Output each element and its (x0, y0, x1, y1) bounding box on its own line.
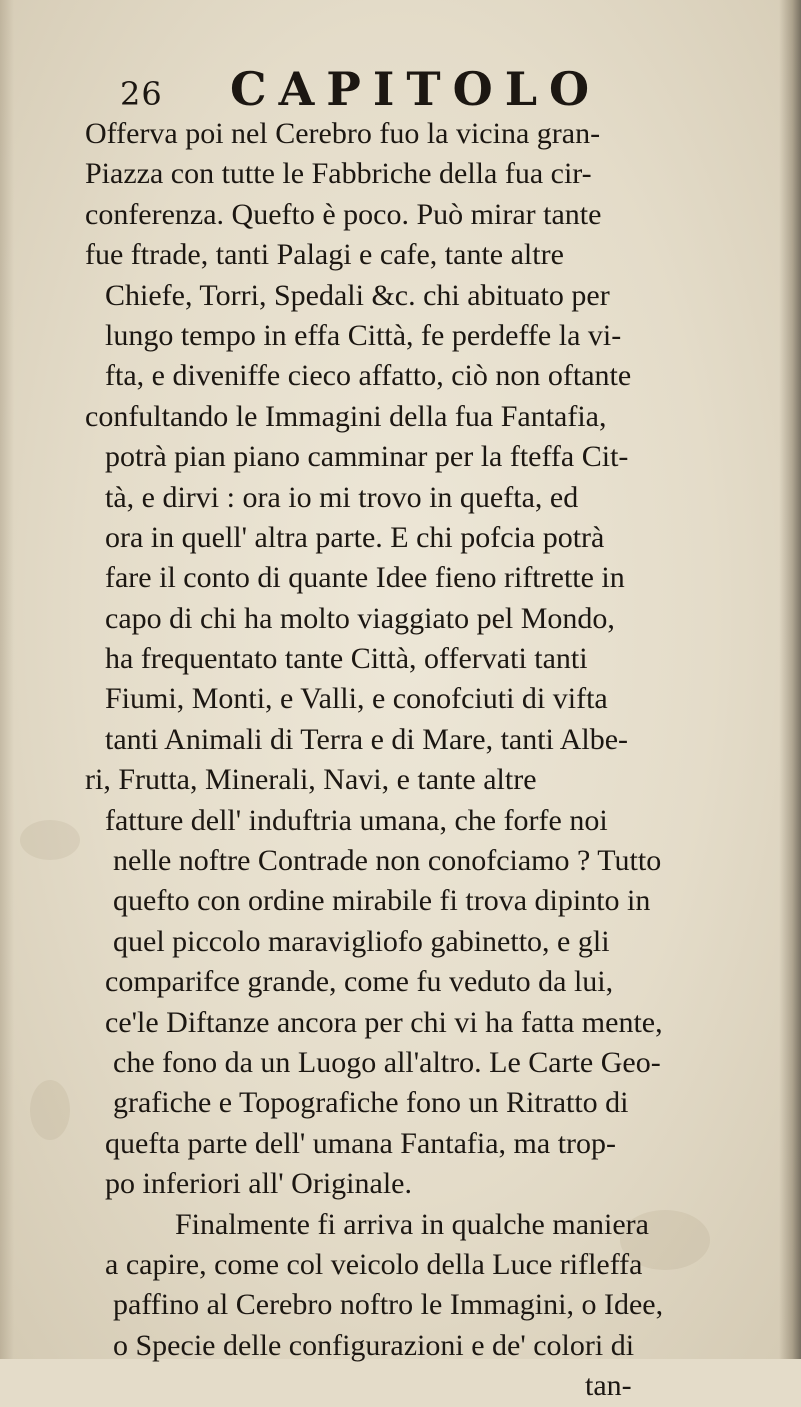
text-line: fta, e diveniffe cieco affatto, ciò non oftante (105, 359, 632, 393)
text-line: comparifce grande, come fu veduto da lui, (105, 965, 614, 999)
text-line: tanti Animali di Terra e di Mare, tanti Albe- (105, 722, 629, 756)
page-right-shadow (779, 0, 801, 1359)
text-line: ha frequentato tante Città, offervati tanti (105, 642, 588, 676)
paper-stain (20, 820, 80, 860)
text-line: quefto con ordine mirabile fi trova dipinto in (113, 884, 651, 918)
text-line: conferenza. Quefto è poco. Può mirar tante (85, 197, 602, 231)
text-line: potrà pian piano camminar per la fteffa Cit- (105, 440, 629, 474)
text-line: fatture dell' induftria umana, che forfe noi (105, 803, 608, 837)
catchword: tan- (585, 1369, 632, 1403)
text-line: Offerva poi nel Cerebro fuo la vicina gran- (85, 117, 601, 150)
text-line: ce'le Diftanze ancora per chi vi ha fatta mente, (105, 1005, 663, 1039)
text-line: lungo tempo in effa Città, fe perdeffe la vi- (105, 318, 622, 352)
text-line: o Specie delle configurazioni e de' colori di (113, 1328, 635, 1362)
text-line: a capire, come col veicolo della Luce rifleffa (105, 1247, 643, 1281)
text-line: paffino al Cerebro noftro le Immagini, o Idee, (113, 1288, 664, 1322)
paper-stain (30, 1080, 70, 1140)
text-line: Fiumi, Monti, e Valli, e conofciuti di vifta (105, 682, 608, 716)
text-line: confultando le Immagini della fua Fantafia, (85, 399, 607, 433)
text-line: grafiche e Topografiche fono un Ritratto di (113, 1086, 629, 1120)
text-line: capo di chi ha molto viaggiato pel Mondo, (105, 601, 615, 635)
page-number: 26 (120, 75, 163, 113)
text-line: fare il conto di quante Idee fieno riftrette in (105, 561, 625, 595)
text-line: quel piccolo maravigliofo gabinetto, e gli (113, 924, 610, 958)
page-left-shadow (0, 0, 14, 1359)
text-line: Piazza con tutte le Fabbriche della fua cir- (85, 157, 592, 191)
chapter-title: CAPITOLO (230, 62, 602, 116)
text-line: tà, e dirvi : ora io mi trovo in quefta, ed (105, 480, 579, 514)
text-line: quefta parte dell' umana Fantafia, ma trop- (105, 1126, 617, 1160)
body-text (85, 114, 735, 1407)
text-line: che fono da un Luogo all'altro. Le Carte Geo- (113, 1045, 661, 1079)
text-line: Finalmente fi arriva in qualche maniera (175, 1207, 649, 1241)
text-line: ri, Frutta, Minerali, Navi, e tante altre (85, 763, 537, 797)
text-line: nelle noftre Contrade non conofciamo ? Tutto (113, 844, 662, 878)
text-line: fue ftrade, tanti Palagi e cafe, tante altre (85, 238, 564, 272)
text-line: po inferiori all' Originale. (105, 1167, 412, 1201)
page-header (120, 62, 680, 114)
text-line: Chiefe, Torri, Spedali &c. chi abituato per (105, 278, 610, 312)
text-line: ora in quell' altra parte. E chi pofcia potrà (105, 520, 605, 554)
